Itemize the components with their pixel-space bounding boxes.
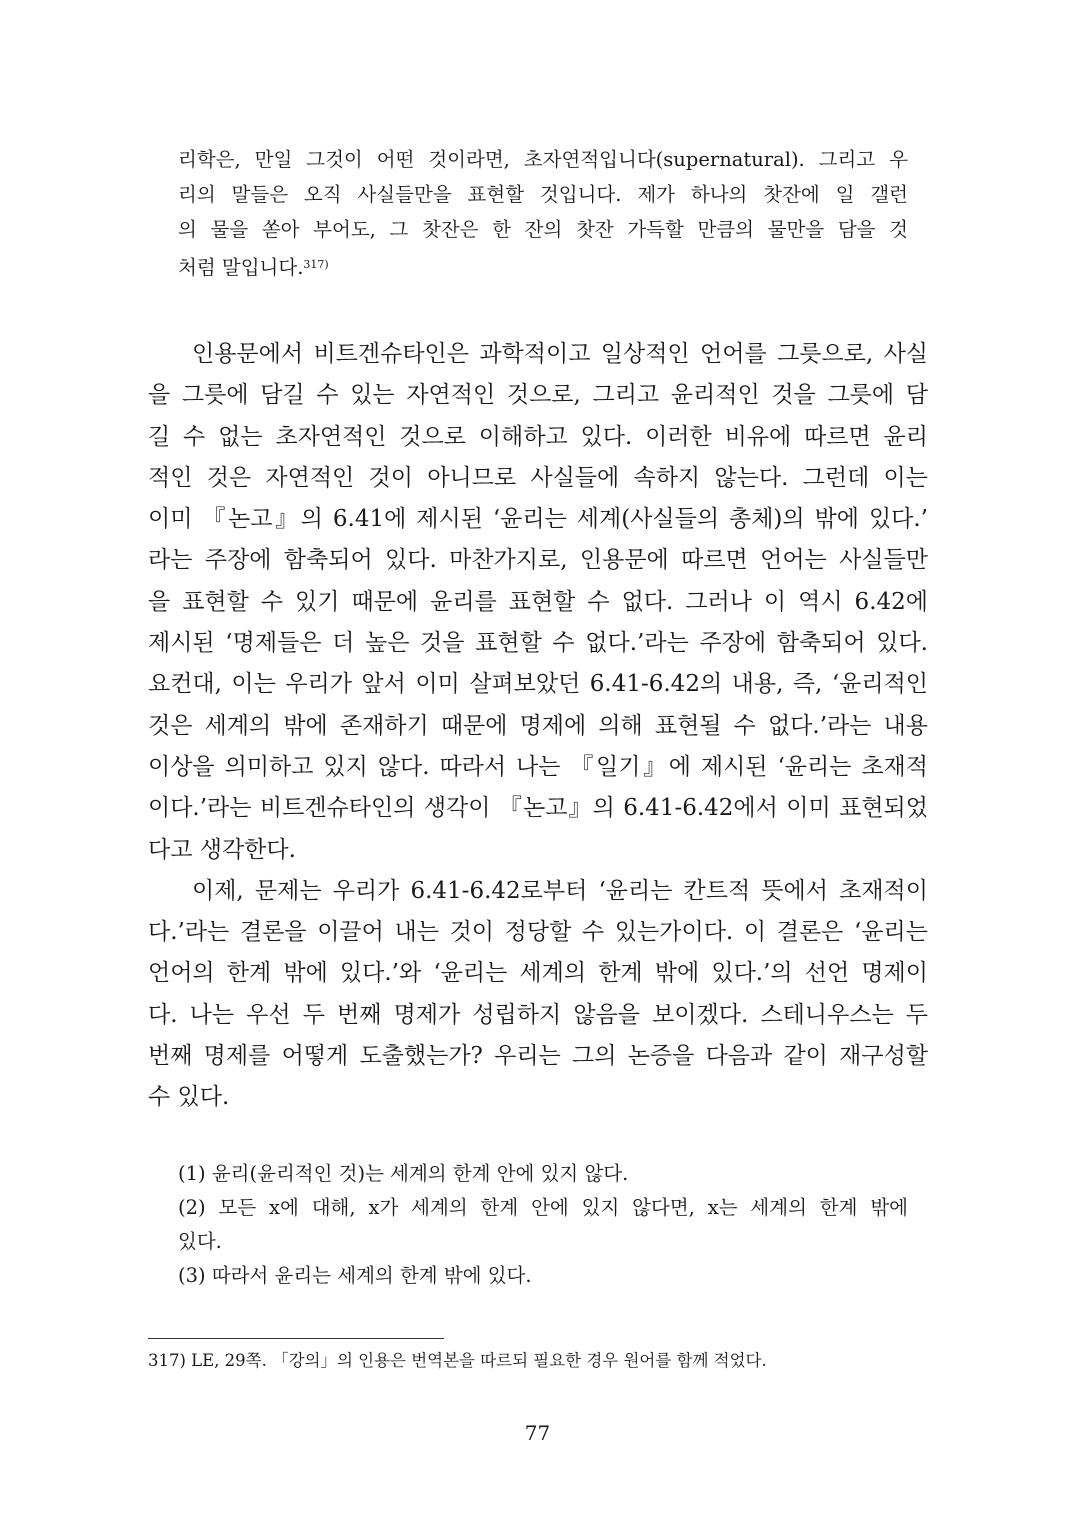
paragraph-line: 이미 『논고』의 6.41에 제시된 ‘윤리는 세계(사실들의 총체)의 밖에 있다.’ xyxy=(148,506,928,533)
paragraph-line: 을 그릇에 담길 수 있는 자연적인 것으로, 그리고 윤리적인 것을 그릇에 담 xyxy=(148,382,928,409)
argument-conclusion: (3) 따라서 윤리는 세계의 한계 밖에 있다. xyxy=(178,1264,532,1287)
paragraph-line: 다. 나는 우선 두 번째 명제가 성립하지 않음을 보이겠다. 스테니우스는 두 xyxy=(148,1001,928,1028)
quote-line: 리의 말들은 오직 사실들만을 표현할 것입니다. 제가 하나의 찻잔에 일 갤런 xyxy=(178,183,908,206)
footnote-divider xyxy=(148,1338,444,1339)
paragraph-line: 언어의 한계 밖에 있다.’와 ‘윤리는 세계의 한계 밖에 있다.’의 선언 명제이 xyxy=(148,960,928,987)
paragraph-line: 수 있다. xyxy=(148,1084,230,1111)
paragraph-line: 을 표현할 수 있기 때문에 윤리를 표현할 수 없다. 그러나 이 역시 6.42에 xyxy=(148,588,928,615)
paragraph-line: 제시된 ‘명제들은 더 높은 것을 표현할 수 없다.’라는 주장에 함축되어 있다. xyxy=(148,630,928,657)
paragraph-line: 다.’라는 결론을 이끌어 내는 것이 정당할 수 있는가이다. 이 결론은 ‘윤리는 xyxy=(148,919,928,946)
paragraph-line: 다고 생각한다. xyxy=(148,836,296,863)
page-number: 77 xyxy=(524,1421,551,1445)
paragraph-line: 것은 세계의 밖에 존재하기 때문에 명제에 의해 표현될 수 없다.’라는 내용 xyxy=(148,712,928,739)
quote-line: 의 물을 쏟아 부어도, 그 찻잔은 한 잔의 찻잔 가득할 만큼의 물만을 담을 것 xyxy=(178,218,908,241)
footnote: 317) LE, 29쪽. 「강의」의 인용은 번역본을 따르되 필요한 경우 원어를 함께 적었다. xyxy=(148,1351,767,1370)
paragraph-line: 이다.’라는 비트겐슈타인의 생각이 『논고』의 6.41-6.42에서 이미 표현되었 xyxy=(148,795,928,822)
quote-line xyxy=(178,247,908,282)
paragraph-line: 요컨대, 이는 우리가 앞서 이미 살펴보았던 6.41-6.42의 내용, 즉, ‘윤리적인 xyxy=(148,671,928,698)
paragraph-line: 번째 명제를 어떻게 도출했는가? 우리는 그의 논증을 다음과 같이 재구성할 xyxy=(148,1043,928,1070)
paragraph-line: 라는 주장에 함축되어 있다. 마찬가지로, 인용문에 따르면 언어는 사실들만 xyxy=(148,547,928,574)
argument-premise-2: (2) 모든 x에 대해, x가 세계의 한계 안에 있지 않다면, x는 세계의 한계 밖에 xyxy=(178,1196,908,1219)
argument-premise-1: (1) 윤리(윤리적인 것)는 세계의 한계 안에 있지 않다. xyxy=(178,1162,629,1185)
quote-last-line-text: 처럼 말입니다. xyxy=(178,256,304,279)
paragraph-line: 이상을 의미하고 있지 않다. 따라서 나는 『일기』에 제시된 ‘윤리는 초재적 xyxy=(148,753,928,780)
paragraph-line: 길 수 없는 초자연적인 것으로 이해하고 있다. 이러한 비유에 따르면 윤리 xyxy=(148,423,928,450)
body-text xyxy=(148,334,928,1119)
block-quotation xyxy=(178,142,908,282)
paragraph-line: 적인 것은 자연적인 것이 아니므로 사실들에 속하지 않는다. 그런데 이는 xyxy=(148,464,928,491)
argument-premise-2-continued: 있다. xyxy=(178,1230,222,1253)
footnote-reference[interactable]: 317) xyxy=(303,258,329,271)
paragraph-line: 이제, 문제는 우리가 6.41-6.42로부터 ‘윤리는 칸트적 뜻에서 초재적이 xyxy=(192,877,928,904)
paragraph-line: 인용문에서 비트겐슈타인은 과학적이고 일상적인 언어를 그릇으로, 사실 xyxy=(192,341,928,367)
quote-line: 리학은, 만일 그것이 어떤 것이라면, 초자연적입니다(supernatural). 그리고 우 xyxy=(178,148,908,171)
numbered-argument xyxy=(178,1157,908,1293)
